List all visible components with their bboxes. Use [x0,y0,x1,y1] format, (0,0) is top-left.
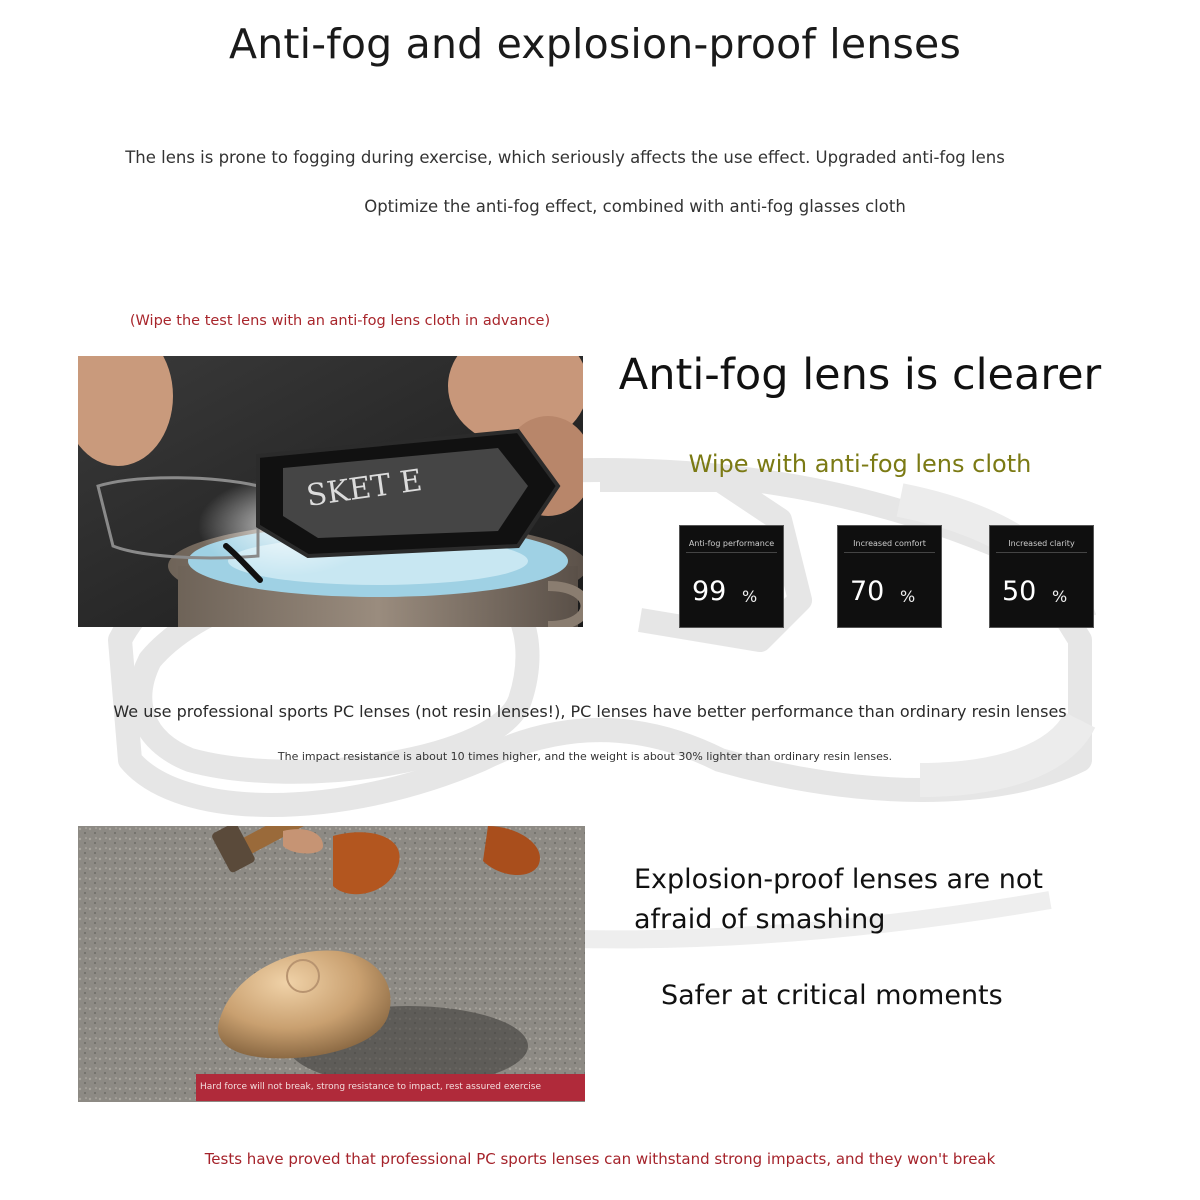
safer-subheading: Safer at critical moments [661,980,1003,1011]
antifog-heading: Anti-fog lens is clearer [618,350,1102,400]
antifog-subheading: Wipe with anti-fog lens cloth [688,450,1032,478]
stat-unit: % [742,587,758,606]
explosion-heading [634,860,1154,940]
page-title: Anti-fog and explosion-proof lenses [228,20,962,68]
stat-value: 50 [1002,576,1037,607]
intro-line-1: The lens is prone to fogging during exercise, which seriously affects the use effect. Upgraded anti-fog lens [125,148,1005,167]
smash-photo-caption: Hard force will not break, strong resistance to impact, rest assured exercise [196,1074,585,1101]
pc-lens-description: We use professional sports PC lenses (not resin lenses!), PC lenses have better performance than ordinary resin lenses [113,702,1067,721]
footer-note: Tests have proved that professional PC sports lenses can withstand strong impacts, and they won't break [204,1150,996,1168]
stat-unit: % [900,587,916,606]
stat-label: Increased clarity [1008,539,1075,548]
stat-unit: % [1052,587,1068,606]
lens-reflection-text: SKET E [304,463,425,514]
stat-divider [844,552,935,553]
stat-divider [686,552,777,553]
pc-lens-detail: The impact resistance is about 10 times higher, and the weight is about 30% lighter than ordinary resin lenses. [277,750,893,763]
stat-label: Anti-fog performance [688,539,775,548]
stat-antifog-performance [680,526,783,627]
stat-divider [996,552,1087,553]
stat-value: 99 [692,576,727,607]
intro-line-2: Optimize the anti-fog effect, combined with anti-fog glasses cloth [364,197,906,216]
smash-test-photo [78,826,585,1102]
stat-label: Increased comfort [853,539,926,548]
wipe-test-note: (Wipe the test lens with an anti-fog lens cloth in advance) [129,313,551,329]
explosion-heading-line-1: Explosion-proof lenses are not [634,864,1043,895]
antifog-test-photo [78,356,583,627]
explosion-heading-line-2: afraid of smashing [634,904,886,935]
stat-increased-clarity [990,526,1093,627]
stat-increased-comfort [838,526,941,627]
stat-value: 70 [850,576,885,607]
